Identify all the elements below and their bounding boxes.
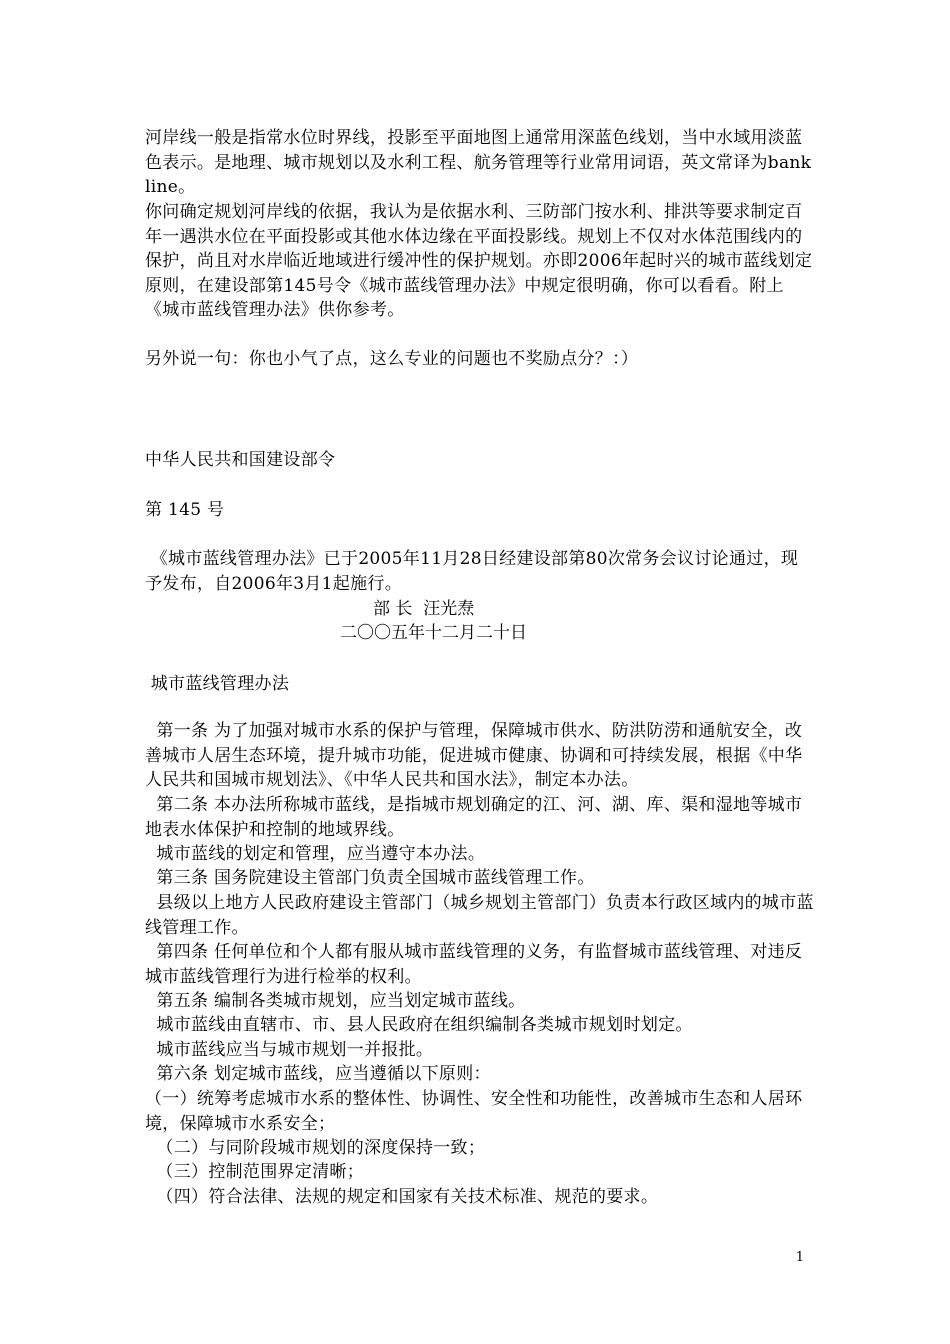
regulation-title: 城市蓝线管理办法 [145,674,290,694]
decree-issuer: 中华人民共和国建设部令 [145,450,336,470]
article-6: 第六条 划定城市蓝线，应当遵循以下原则： [145,1064,491,1084]
article-2-clause: 城市蓝线的划定和管理，应当遵守本办法。 [145,844,486,864]
article-3-clause: 县级以上地方人民政府建设主管部门（城乡规划主管部门）负责本行政区域内的城市蓝线管理工作。 [145,893,814,938]
intro-paragraph-2: 你问确定规划河岸线的依据，我认为是依据水利、三防部门按水利、排洪等要求制定百年一遇洪水位在平面投影或其他水体边缘在平面投影线。规划上不仅对水体范围线内的保护，尚且对水岸临近地域进行缓冲性的保护规划。亦即2006年起时兴的城市蓝线划定原则，在建设部第145号令《城市蓝线管理办法》中规定很明确，你可以看看。附上《城市蓝线管理办法》供你参考。 [145,202,813,320]
article-6-item-2: （二）与同阶段城市规划的深度保持一致； [145,1138,486,1158]
decree-date: 二〇〇五年十二月二十日 [340,623,527,643]
article-6-item-4: （四）符合法律、法规的规定和国家有关技术标准、规范的要求。 [145,1187,659,1207]
article-4: 第四条 任何单位和个人都有服从城市蓝线管理的义务，有监督城市蓝线管理、对违反城市蓝线管理行为进行检举的权利。 [145,942,803,987]
article-5-clause-1: 城市蓝线由直辖市、市、县人民政府在组织编制各类城市规划时划定。 [145,1015,693,1035]
decree-signature: 部 长 汪光焘 [373,599,475,619]
article-1: 第一条 为了加强对城市水系的保护与管理，保障城市供水、防洪防涝和通航安全，改善城市人居生态环境，提升城市功能，促进城市健康、协调和可持续发展，根据《中华人民共和国城市规划法》、《中华人民共和国水法》，制定本办法。 [145,721,803,790]
intro-paragraph-1: 河岸线一般是指常水位时界线，投影至平面地图上通常用深蓝色线划，当中水域用淡蓝色表示。是地理、城市规划以及水利工程、航务管理等行业常用词语，英文常译为bank line。 [145,128,817,197]
decree-body: 《城市蓝线管理办法》已于2005年11月28日经建设部第80次常务会议讨论通过，现予发布，自2006年3月1起施行。 [145,549,799,594]
page-number: 1 [795,1250,804,1265]
article-5: 第五条 编制各类城市规划，应当划定城市蓝线。 [145,991,526,1011]
article-6-item-3: （三）控制范围界定清晰； [145,1162,365,1182]
article-3: 第三条 国务院建设主管部门负责全国城市蓝线管理工作。 [145,868,595,888]
decree-number: 第 145 号 [145,500,225,520]
intro-paragraph-3: 另外说一句：你也小气了点，这么专业的问题也不奖励点分？：） [145,349,639,369]
article-6-item-1: （一）统筹考虑城市水系的整体性、协调性、安全性和功能性，改善城市生态和人居环境，保障城市水系安全； [145,1089,803,1134]
article-5-clause-2: 城市蓝线应当与城市规划一并报批。 [145,1040,434,1060]
article-2: 第二条 本办法所称城市蓝线，是指城市规划确定的江、河、湖、库、渠和湿地等城市地表水体保护和控制的地域界线。 [145,795,803,840]
